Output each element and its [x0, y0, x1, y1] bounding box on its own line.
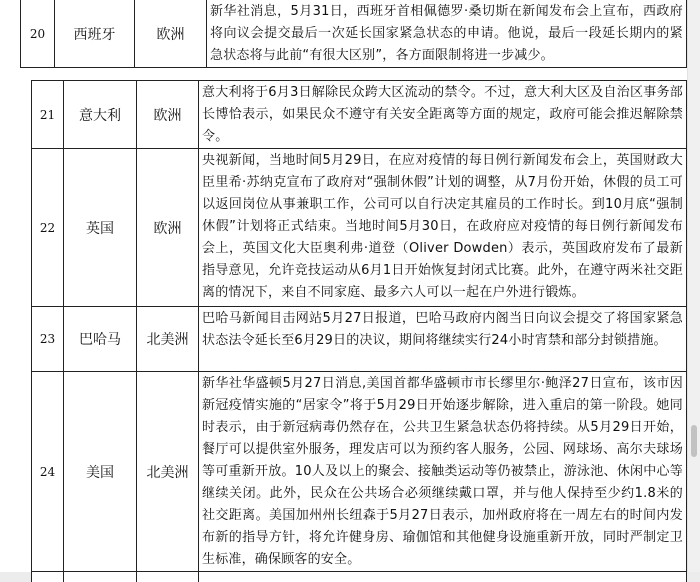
- row-number: 20: [21, 0, 55, 68]
- country-cell: 英国: [64, 149, 137, 307]
- country-cell: 巴哈马: [64, 307, 137, 372]
- table-row: [32, 81, 687, 149]
- table-row: [32, 307, 687, 372]
- table-row-cut: [32, 572, 687, 582]
- measures-cell: 新华社消息，5月31日，西班牙首相佩德罗·桑切斯在新闻发布会上宣布，西政府将向议会提交最后一次延长国家紧急状态的申请。他说，最后一段延长期内的紧急状态将与此前“有很大区别”，各方面限制将进一步减少。: [207, 0, 687, 68]
- table-fragment-top: [20, 0, 687, 68]
- table-fragment-main: [31, 80, 687, 582]
- scrollbar-thumb[interactable]: [691, 425, 697, 457]
- country-cell: 美国: [64, 372, 137, 572]
- row-number: 22: [32, 149, 64, 307]
- row-number: 21: [32, 81, 64, 149]
- table-row: [32, 149, 687, 307]
- continent-cell: 欧洲: [137, 81, 199, 149]
- measures-cell: 巴哈马新闻目击网站5月27日报道，巴哈马政府内阁当日向议会提交了将国家紧急状态法令延长至6月29日的决议，期间将继续实行24小时宵禁和部分封锁措施。: [199, 307, 687, 372]
- table-row: [21, 0, 687, 68]
- row-number: 23: [32, 307, 64, 372]
- cut-cell: [137, 572, 199, 582]
- continent-cell: 北美洲: [137, 307, 199, 372]
- measures-cell: 央视新闻，当地时间5月29日，在应对疫情的每日例行新闻发布会上，英国财政大臣里希·苏纳克宣布了政府对“强制休假”计划的调整，从7月份开始，休假的员工可以返回岗位从事兼职工作，公司可以自行决定其雇员的工作时长。到10月底“强制休假”计划将正式结束。当地时间5月30日，在政府应对疫情的每日例行新闻发布会上，英国文化大臣奥利弗·道登（Oliver Dowden）表示，英国政府发布了最新指导意见，允许竞技运动从6月1日开始恢复封闭式比赛。此外，在遵守两米社交距离的情况下，来自不同家庭、最多六人可以一起在户外进行锻炼。: [199, 149, 687, 307]
- cut-cell: [64, 572, 137, 582]
- country-cell: 意大利: [64, 81, 137, 149]
- continent-cell: 欧洲: [137, 149, 199, 307]
- measures-cell: 新华社华盛顿5月27日消息,美国首都华盛顿市市长缪里尔·鲍泽27日宣布，该市因新冠疫情实施的“居家令”将于5月29日开始逐步解除，进入重启的第一阶段。她同时表示，由于新冠病毒仍然存在，公共卫生紧急状态仍将持续。从5月29日开始，餐厅可以提供室外服务，理发店可以为预约客人服务，公园、网球场、高尔夫球场等可重新开放。10人及以上的聚会、接触类运动等仍被禁止，游泳池、休闲中心等继续关闭。此外，民众在公共场合必须继续戴口罩，并与他人保持至少约1.8米的社交距离。美国加州州长纽森于5月27日表示，加州政府将在一周左右的时间内发布新的指导方针，将允许健身房、瑜伽馆和其他健身设施重新开放，同时严制定卫生标准，确保顾客的安全。: [199, 372, 687, 572]
- measures-cell: 意大利将于6月3日解除民众跨大区流动的禁令。不过，意大利大区及自治区事务部长博恰表示，如果民众不遵守有关安全距离等方面的规定，政府可能会推迟解除禁令。: [199, 81, 687, 149]
- continent-cell: 北美洲: [137, 372, 199, 572]
- table-row: [32, 372, 687, 572]
- continent-cell: 欧洲: [135, 0, 207, 68]
- cut-cell: [32, 572, 64, 582]
- cut-cell: [199, 572, 687, 582]
- row-number: 24: [32, 372, 64, 572]
- country-cell: 西班牙: [55, 0, 135, 68]
- vertical-scrollbar[interactable]: [687, 0, 700, 572]
